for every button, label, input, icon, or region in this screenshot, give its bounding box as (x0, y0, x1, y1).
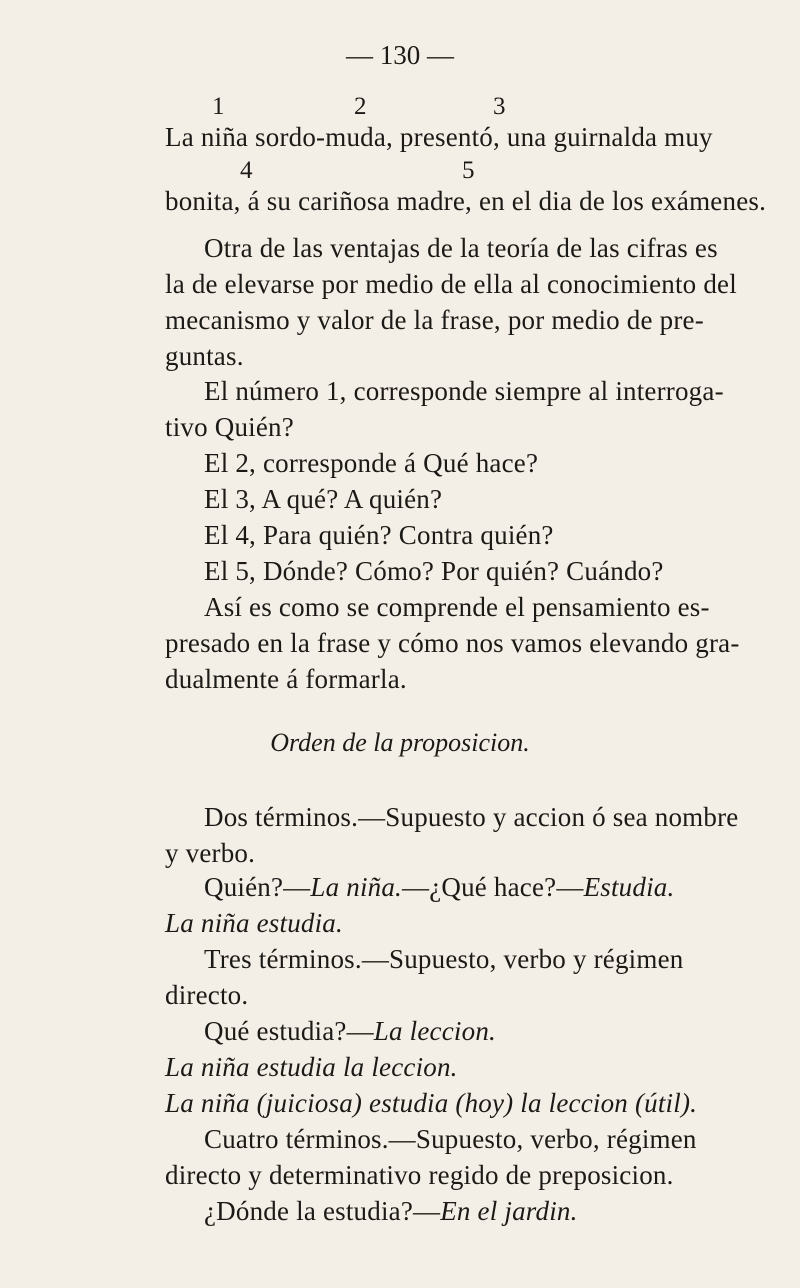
text-line: directo. (165, 980, 249, 1010)
word-marker: 3 (493, 93, 506, 120)
text-line (204, 1194, 800, 1228)
answer-text: La leccion. (373, 1016, 496, 1046)
word-marker: 4 (240, 157, 253, 184)
text-line: guntas. (165, 341, 244, 371)
text-line: La niña sordo-muda, presentó, una guirnalda muy (165, 122, 713, 152)
text-line (204, 870, 800, 904)
text-line: Cuatro términos.—Supuesto, verbo, régimen (204, 1124, 697, 1154)
text-line: bonita, á su cariñosa madre, en el dia de los exámenes. (165, 186, 767, 216)
text-line: El 4, Para quién? Contra quién? (204, 520, 554, 550)
text-line: la de elevarse por medio de ella al conocimiento del (165, 269, 737, 299)
answer-text: Estudia. (583, 872, 675, 902)
answer-text: La niña. (310, 872, 402, 902)
example-line: La niña estudia la leccion. (165, 1052, 458, 1082)
word-marker: 2 (354, 93, 367, 120)
question-text: Qué estudia?— (204, 1016, 374, 1046)
example-line: La niña (juiciosa) estudia (hoy) la leccion (útil). (165, 1088, 698, 1118)
question-text: Quién?— (204, 872, 311, 902)
text-line: El 3, A qué? A quién? (204, 484, 443, 514)
text-line: tivo Quién? (165, 412, 294, 442)
text-line: directo y determinativo regido de preposicion. (165, 1160, 674, 1190)
text-line: presado en la frase y cómo nos vamos elevando gra- (165, 628, 740, 658)
text-line: Así es como se comprende el pensamiento es- (204, 592, 710, 622)
text-line: Dos términos.—Supuesto y accion ó sea nombre (204, 802, 739, 832)
text-line: mecanismo y valor de la frase, por medio de pre- (165, 305, 704, 335)
text-line (204, 1014, 800, 1048)
example-line: La niña estudia. (165, 908, 343, 938)
text-line: El 5, Dónde? Cómo? Por quién? Cuándo? (204, 556, 664, 586)
text-line: El número 1, corresponde siempre al interroga- (204, 376, 724, 406)
text-line: Otra de las ventajas de la teoría de las cifras es (204, 233, 718, 263)
section-heading: Orden de la proposicion. (270, 728, 530, 757)
question-text: —¿Qué hace?— (402, 872, 584, 902)
word-marker: 5 (462, 157, 475, 184)
word-marker: 1 (212, 93, 225, 120)
text-line: dualmente á formarla. (165, 664, 407, 694)
text-line: El 2, corresponde á Qué hace? (204, 448, 539, 478)
question-text: ¿Dónde la estudia?— (204, 1196, 441, 1226)
answer-text: En el jardin. (440, 1196, 578, 1226)
text-line: Tres términos.—Supuesto, verbo y régimen (204, 944, 684, 974)
page-number: — 130 — (346, 40, 454, 70)
text-line: y verbo. (165, 838, 256, 868)
